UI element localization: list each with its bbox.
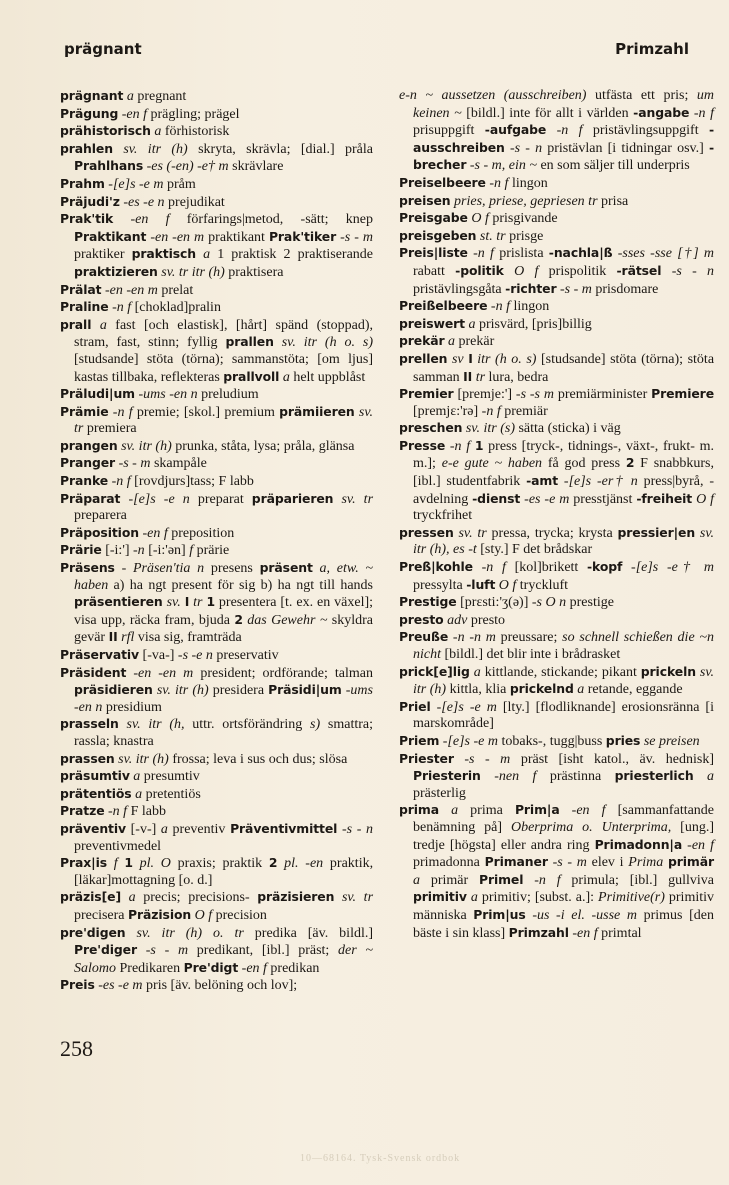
dictionary-entry: Preß|kohle -n f [kol]brikett -kopf -[e]s -e† m pressylta -luft O f tryckluft [399,559,714,593]
dictionary-entry: prägnant a pregnant [60,88,187,104]
page-number: 258 [60,1036,93,1061]
dictionary-entry: Präparat -[e]s -e n preparat präparieren sv. tr preparera [60,490,374,524]
dictionary-entry: pressen sv. tr pressa, trycka; krysta pressier|en sv. itr (h), es -t [sty.] F det brådskar [399,524,715,558]
left-column [60,88,373,995]
dictionary-entry: präsumtiv a presumtiv [60,768,200,785]
running-head-right: Primzahl [615,40,689,58]
dictionary-entry: prall a fast [och elastisk], [hårt] spänd (stoppad), stram, fast, stinn; fyllig prallen sv. itr (h o. s) [studsande] stöta (törna); sammanstöta; [om ljus] kastas tillbaka, reflekteras prallvoll a helt uppblåst [60,316,374,385]
dictionary-entry: prick[e]lig a kittlande, stickande; pikant prickeln sv. itr (h) kittla, klia prickelnd a retande, eggande [399,663,715,698]
dictionary-entry: preisen pries, priese, gepriesen tr prisa [399,192,629,209]
dictionary-entry: Prahm -[e]s -e m pråm [60,175,196,192]
dictionary-entry: e-n ~ aussetzen (ausschreiben) utfästa ett pris; um keinen ~ [bildl.] inte för allt i världen -angabe -n f prisuppgift -aufgabe -n f pristävlingsuppgift -ausschreiben -s - n pristävlan [i tidningar osv.] -brecher -s - m, ein ~ en som säljer till underpris [399,88,715,174]
dictionary-entry: prassen sv. itr (h) frossa; leva i sus och dus; slösa [60,750,348,767]
dictionary-entry: preiswert a prisvärd, [pris]billig [399,315,592,332]
dictionary-entry: Präservativ [-va-] -s -e n preservativ [60,647,279,663]
dictionary-entry: Presse -n f 1 press [tryck-, tidnings-, växt-, frukt- m. m.]; e-e gute ~ haben få god press 2 F snabbkurs, [ibl.] studentfabrik -amt -[e]s -er† n press|byrå, -avdelning -dienst -es -e m presstjänst -freiheit O f tryckfrihet [399,437,715,524]
dictionary-entry: Priester -s - m präst [isht katol., äv. hednisk] Priesterin -nen f prästinna priesterlich a prästerlig [399,750,714,801]
dictionary-entry: Prämie -n f premie; [skol.] premium prämiieren sv. tr premiera [60,403,374,437]
dictionary-entry: Preis|liste -n f prislista -nachla|ß -sses -sse [†] m rabatt -politik O f prispolitik -rätsel -s - n pristävlingsgåta -richter -s - m prisdomare [399,245,715,297]
dictionary-entry: prätentiös a pretentiös [60,785,201,802]
dictionary-entry: prellen sv I itr (h o. s) [studsande] stöta (törna); stöta samman II tr lura, bedra [399,350,715,385]
dictionary-entry: Pranger -s - m skampåle [60,455,207,472]
dictionary-entry: pre'digen sv. itr (h) o. tr predika [äv. bildl.] Pre'diger -s - m predikant, [ibl.] präst; der ~ Salomo Predikaren Pre'digt -en f predikan [60,924,374,976]
dictionary-entry: preschen sv. itr (s) sätta (sticka) i väg [399,420,621,437]
dictionary-entry: Pratze -n f F labb [60,803,166,820]
dictionary-entry: Prestige [prɛsti:'ʒ(ə)] -s O n prestige [399,594,614,611]
dictionary-entry: Preißelbeere -n f lingon [399,298,550,315]
dictionary-entry: Preuße -n -n m preussare; so schnell schießen die ~n nicht [bildl.] det blir inte i brådrasket [399,629,714,662]
dictionary-entry: Prak'tik -en f förfarings|metod, -sätt; knep Praktikant -en -en m praktikant Prak'tiker -s - m praktiker praktisch a 1 praktisk 2 praktiserande praktizieren sv. tr itr (h) praktisera [60,211,374,280]
dictionary-entry: Preisgabe O f prisgivande [399,210,558,227]
right-column [399,88,714,942]
dictionary-entry: Prälat -en -en m prelat [60,281,194,298]
dictionary-entry: Prax|is f 1 pl. O praxis; praktik 2 pl. -en praktik, [läkar]mottagning [o. d.] [60,855,374,888]
dictionary-entry: Priem -[e]s -e m tobaks-, tugg|buss pries se preisen [399,732,700,749]
dictionary-entry: prahlen sv. itr (h) skryta, skrävla; [dial.] pråla Prahlhans -es (-en) -e† m skrävlare [60,140,374,175]
bleed-through-footer: 10—68164. Tysk-Svensk ordbok [300,1153,461,1164]
dictionary-entry: Präludi|um -ums -en n preludium [60,386,259,403]
dictionary-entry: Preis -es -e m pris [äv. belöning och lov]; [60,977,298,994]
dictionary-entry: Präjudi'z -es -e n prejudikat [60,193,225,210]
dictionary-entry: Premier [premje:'] -s -s m premiärminister Premiere [premjɛ:'rə] -n f premiär [399,386,714,419]
dictionary-entry: Pranke -n f [rovdjurs]tass; F labb [60,473,254,490]
dictionary-entry: Präsident -en -en m president; ordförande; talman präsidieren sv. itr (h) presidera Präsidi|um -ums -en n presidium [60,664,373,715]
dictionary-entry: prima a prima Prim|a -en f [sammanfattande benämning på] Oberprima o. Unterprima, [ung.] tredje [högsta] eller andra ring Primadonn|a -en f primadonna Primaner -s - m elev i Prima primär a primär Primel -n f primula; [ibl.] gullviva primitiv a primitiv; [subst. a.]: Primitive(r) primitiv människa Prim|us -us -i el. -usse m primus [den bäste i sin klass] Primzahl -en f primtal [399,802,715,941]
dictionary-entry: Präsens - Präsen'tia n presens präsent a, etw. ~ haben a) ha ngt present för sig b) ha ngt till hands präsentieren sv. I tr 1 presentera [t. ex. en växel]; visa upp, räcka fram, bjuda 2 das Gewehr ~ skyldra gevär II rfl visa sig, framträda [60,560,374,646]
dictionary-entry: präzis[e] a precis; precisions- präzisieren sv. tr precisera Präzision O f precision [60,889,374,923]
dictionary-entry: presto adv presto [399,611,506,628]
dictionary-entry: Priel -[e]s -e m [lty.] [flodliknande] erosionsränna [i marskområde] [399,698,714,732]
dictionary-entry: prähistorisch a förhistorisk [60,123,230,140]
dictionary-entry: Präposition -en f preposition [60,524,235,541]
dictionary-entry: Prägung -en f prägling; prägel [60,105,240,122]
dictionary-entry: prekär a prekär [399,333,495,350]
dictionary-entry: preisgeben st. tr prisge [399,227,544,244]
dictionary-entry: Praline -n f [choklad]pralin [60,299,221,316]
running-head-left: prägnant [64,40,142,58]
dictionary-entry: Prärie [-i:'] -n [-i:'ən] f prärie [60,542,230,559]
dictionary-entry: Preiselbeere -n f lingon [399,174,548,191]
dictionary-entry: prangen sv. itr (h) prunka, ståta, lysa; pråla, glänsa [60,437,355,454]
dictionary-entry: präventiv [-v-] a preventiv Präventivmittel -s - n preventivmedel [60,820,374,854]
dictionary-entry: prasseln sv. itr (h, uttr. ortsförändring s) smattra; rassla; knastra [60,716,373,749]
